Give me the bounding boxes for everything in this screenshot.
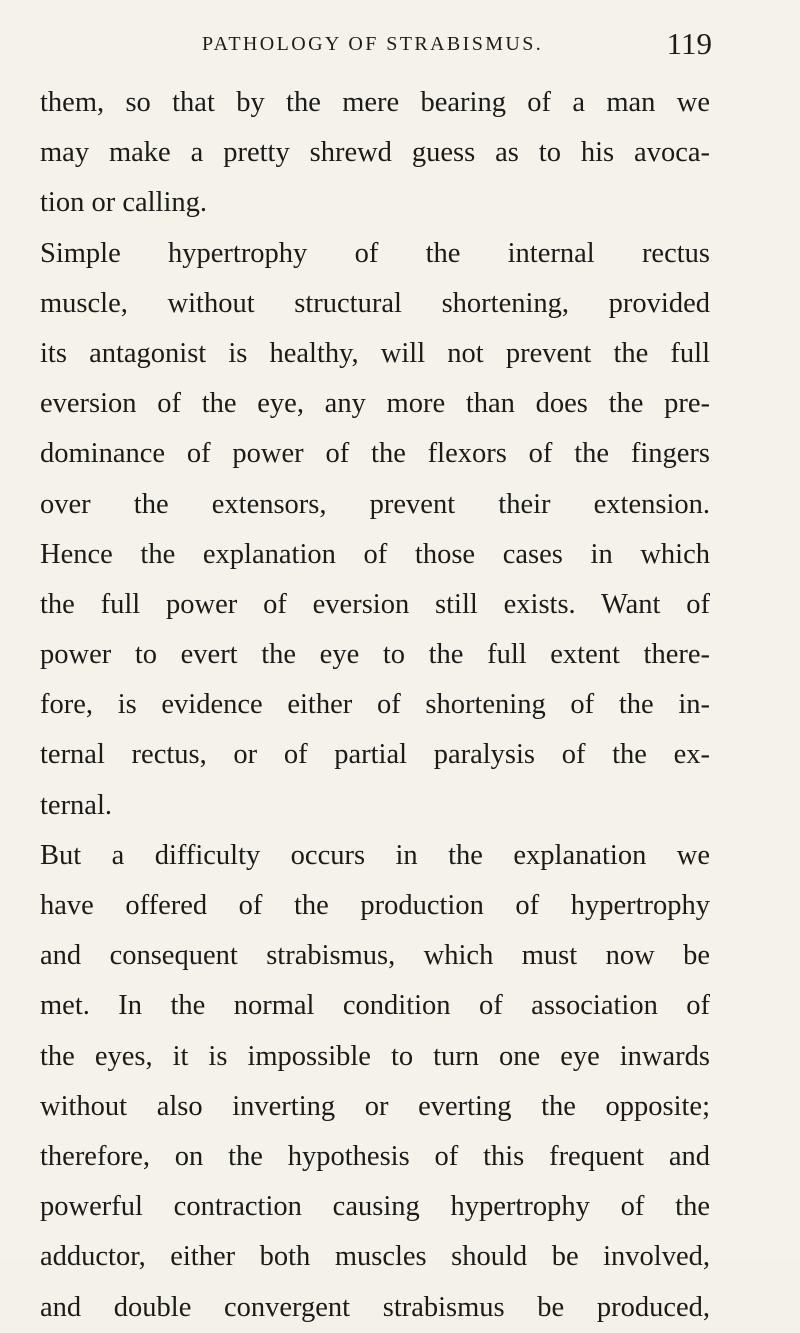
- text-line: them, so that by the mere bearing of a man we: [40, 87, 710, 118]
- text-line: power to evert the eye to the full extent there-: [40, 639, 710, 671]
- text-line: eversion of the eye, any more than does the pre-: [40, 388, 710, 420]
- text-line: over the extensors, prevent their extension.: [40, 488, 710, 520]
- text-line: tion or calling.: [40, 187, 208, 219]
- text-line: ternal rectus, or of partial paralysis of the ex-: [40, 739, 710, 771]
- text-line: and consequent strabismus, which must now be: [40, 940, 710, 972]
- page-number: 119: [666, 26, 712, 61]
- text-line: powerful contraction causing hypertrophy of the: [40, 1191, 710, 1223]
- text-line: the eyes, it is impossible to turn one eye inwards: [40, 1040, 710, 1072]
- text-line: Hence the explanation of those cases in which: [40, 538, 710, 570]
- text-line: Simple hypertrophy of the internal rectus: [40, 237, 710, 269]
- text-line: ternal.: [40, 789, 113, 821]
- running-title: PATHOLOGY OF STRABISMUS.: [202, 33, 544, 55]
- text-line: have offered of the production of hypertrophy: [40, 890, 710, 921]
- body-text: [40, 78, 710, 1333]
- text-line: and double convergent strabismus be produced,: [40, 1291, 710, 1323]
- running-head: [40, 28, 712, 68]
- text-line: the full power of eversion still exists. Want of: [40, 588, 710, 620]
- text-line: its antagonist is healthy, will not prevent the full: [40, 337, 710, 369]
- text-line: muscle, without structural shortening, provided: [40, 287, 710, 319]
- text-line: may make a pretty shrewd guess as to his avoca-: [40, 137, 710, 169]
- text-line: therefore, on the hypothesis of this frequent and: [40, 1140, 710, 1172]
- text-line: adductor, either both muscles should be involved,: [40, 1241, 710, 1273]
- text-line: without also inverting or everting the opposite;: [40, 1090, 710, 1122]
- text-line: met. In the normal condition of association of: [40, 990, 710, 1022]
- text-line: fore, is evidence either of shortening of the in-: [40, 689, 710, 721]
- text-line: But a difficulty occurs in the explanation we: [40, 839, 710, 871]
- text-line: dominance of power of the flexors of the fingers: [40, 438, 710, 470]
